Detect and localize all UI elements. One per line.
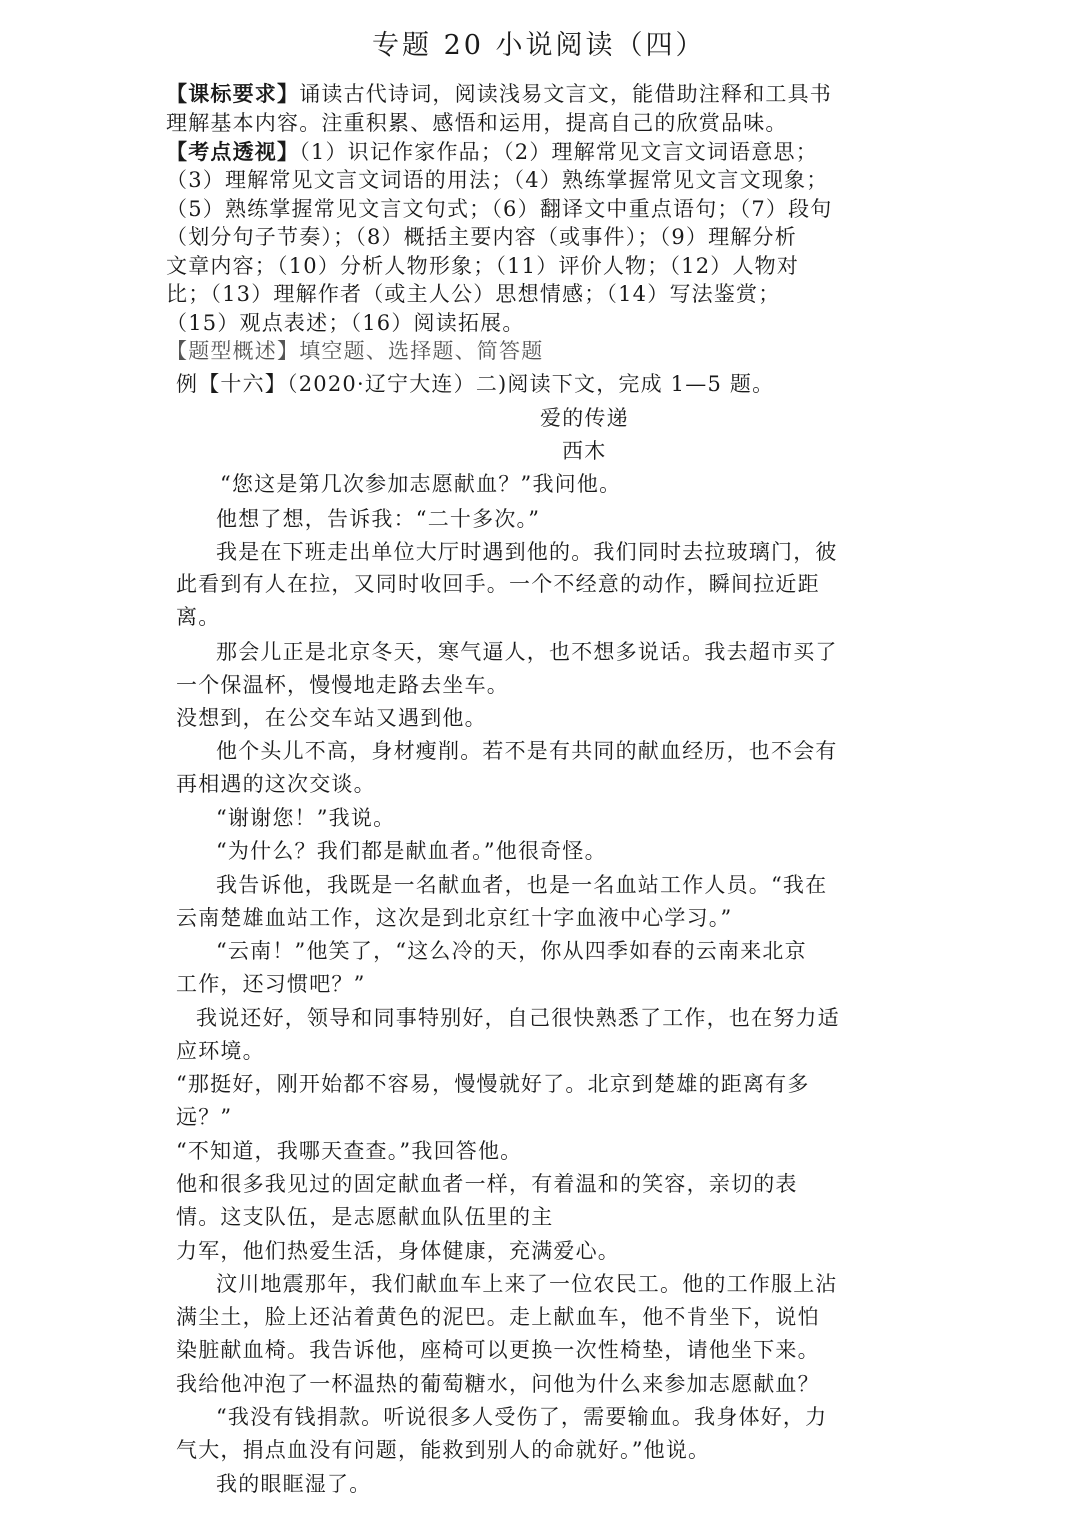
kaodian-line-4: （划分句子节奏）；（8）概括主要内容（或事件）；（9）理解分析 [166, 225, 797, 249]
story-author: 西木 [562, 439, 607, 463]
story-line: “您这是第几次参加志愿献血？”我问他。 [220, 472, 622, 496]
story-line: 我的眼眶湿了。 [216, 1472, 372, 1496]
story-line: “不知道，我哪天查查。”我回答他。 [176, 1139, 523, 1163]
kaodian-line-5: 文章内容；（10）分析人物形象；（11）评价人物；（12）人物对 [166, 254, 800, 278]
kaodian-line-2: （3）理解常见文言文词语的用法；（4）熟练掌握常见文言文现象； [166, 168, 829, 192]
story-line: 我给他冲泡了一杯温热的葡萄糖水，问他为什么来参加志愿献血？ [176, 1372, 820, 1396]
story-line: 离。 [176, 605, 221, 629]
kaodian-line-1: 【考点透视】（1）识记作家作品；（2）理解常见文言文词语意思； [166, 139, 818, 164]
story-title: 爱的传递 [540, 406, 629, 430]
story-line: 此看到有人在拉，又同时收回手。一个不经意的动作，瞬间拉近距 [176, 572, 820, 596]
story-line: 没想到，在公交车站又遇到他。 [176, 706, 487, 730]
kebiao-line-2: 理解基本内容。注重积累、感悟和运用，提高自己的欣赏品味。 [166, 111, 788, 135]
kaodian-line-6: 比；（13）理解作者（或主人公）思想情感；（14）写法鉴赏； [166, 282, 781, 306]
kaodian-line-3: （5）熟练掌握常见文言文句式；（6）翻译文中重点语句；（7）段句 [166, 197, 833, 221]
story-line: 远？” [176, 1105, 233, 1129]
story-line: 力军，他们热爱生活，身体健康，充满爱心。 [176, 1239, 620, 1263]
story-line: 满尘土，脸上还沾着黄色的泥巴。走上献血车，他不肯坐下，说怕 [176, 1305, 820, 1329]
kaodian-line-7: （15）观点表述；（16）阅读拓展。 [166, 311, 525, 335]
story-line: 云南楚雄血站工作，这次是到北京红十字血液中心学习。” [176, 906, 733, 930]
story-line: “我没有钱捐款。听说很多人受伤了，需要输血。我身体好，力 [216, 1405, 828, 1429]
story-line: 应环境。 [176, 1039, 265, 1063]
story-line: 他想了想，告诉我：“二十多次。” [216, 507, 541, 531]
story-line: “为什么？我们都是献血者。”他很奇怪。 [216, 839, 607, 863]
story-line: 情。这支队伍，是志愿献血队伍里的主 [176, 1205, 554, 1229]
story-line: 一个保温杯，慢慢地走路去坐车。 [176, 673, 509, 697]
story-line: 工作，还习惯吧？” [176, 972, 366, 996]
story-line: 他个头儿不高，身材瘦削。若不是有共同的献血经历，也不会有 [216, 739, 838, 763]
story-line: 我告诉他，我既是一名献血者，也是一名血站工作人员。“我在 [216, 873, 828, 897]
kebiao-label: 【课标要求】 [166, 81, 300, 106]
document-title: 专题 20 小说阅读（四） [372, 30, 706, 61]
story-line: “那挺好，刚开始都不容易，慢慢就好了。北京到楚雄的距离有多 [176, 1072, 810, 1096]
story-line: “谢谢您！”我说。 [216, 806, 396, 830]
example-line: 例【十六】（2020·辽宁大连）二)阅读下文，完成 1—5 题。 [176, 372, 775, 396]
story-line: 再相遇的这次交谈。 [176, 772, 376, 796]
story-line: “云南！”他笑了，“这么冷的天，你从四季如春的云南来北京 [216, 939, 807, 963]
story-line: 气大，捐点血没有问题，能救到别人的命就好。”他说。 [176, 1438, 711, 1462]
story-line: 他和很多我见过的固定献血者一样，有着温和的笑容，亲切的表 [176, 1172, 798, 1196]
kaodian-label: 【考点透视】 [166, 139, 300, 164]
tixing-line: 【题型概述】填空题、选择题、简答题 [166, 339, 544, 363]
story-line: 汶川地震那年，我们献血车上来了一位农民工。他的工作服上沾 [216, 1272, 838, 1296]
story-line: 那会儿正是北京冬天，寒气逼人，也不想多说话。我去超市买了 [216, 640, 838, 664]
story-line: 染脏献血椅。我告诉他，座椅可以更换一次性椅垫，请他坐下来。 [176, 1338, 820, 1362]
story-line: 我是在下班走出单位大厅时遇到他的。我们同时去拉玻璃门，彼 [216, 540, 838, 564]
kebiao-line-1: 【课标要求】诵读古代诗词，阅读浅易文言文，能借助注释和工具书 [166, 81, 833, 106]
story-line: 我说还好，领导和同事特别好，自己很快熟悉了工作，也在努力适 [196, 1006, 840, 1030]
